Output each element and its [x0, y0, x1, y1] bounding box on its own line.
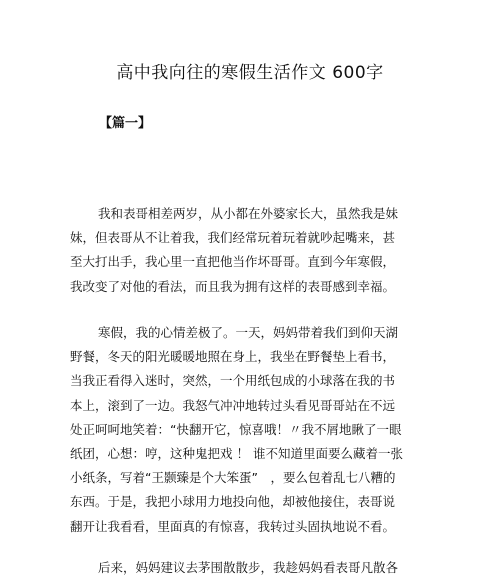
text-line: 至大打出手，我心里一直把他当作坏哥哥。直到今年寒假，	[70, 254, 396, 270]
text-line: 当我正看得入迷时，突然，一个用纸包成的小球落在我的书	[70, 373, 396, 389]
text-line: 寒假，我的心情差极了。一天，妈妈带着我们到仰天湖	[98, 325, 399, 340]
text-line: 小纸条，写着“王颢臻是个大笨蛋” ，要么包着乱七八糟的	[70, 470, 396, 486]
paragraph-3	[70, 556, 400, 580]
text-line: 处正呵呵地笑着：“快翻开它，惊喜哦！〃我不屑地瞅了一眼	[70, 421, 402, 437]
paragraph-1	[70, 202, 400, 299]
section-label: 【篇一】	[99, 116, 152, 131]
text-line: 后来，妈妈建议去茅围散散步，我趁妈妈看表哥凡散各	[98, 560, 399, 575]
text-line: 本上，滚到了一边。我怒气冲冲地转过头看见哥哥站在不远	[70, 397, 396, 413]
text-line: 纸团，心想：哼，这种鬼把戏 ！ 谁不知道里面要么藏着一张	[70, 446, 403, 462]
text-line: 我改变了对他的看法，而且我为拥有这样的表哥感到幸福。	[70, 278, 396, 294]
text-line: 野餐，冬天的阳光暖暖地照在身上，我坐在野餐垫上看书，	[70, 349, 396, 365]
paragraph-2	[70, 321, 403, 539]
text-line: 我和表哥相差两岁，从小都在外婆家长大，虽然我是妹	[98, 206, 399, 221]
text-line: 翻开让我看看，里面真的有惊喜，我转过头固执地说不看。	[70, 518, 396, 534]
text-line: 妹，但表哥从不让着我，我们经常玩着玩着就吵起嘴来，甚	[70, 230, 396, 246]
document-title: 高中我向往的寒假生活作文 600字	[116, 63, 384, 83]
text-line: 东西。于是，我把小球用力地投向他，却被他接住，表哥说	[70, 494, 396, 510]
